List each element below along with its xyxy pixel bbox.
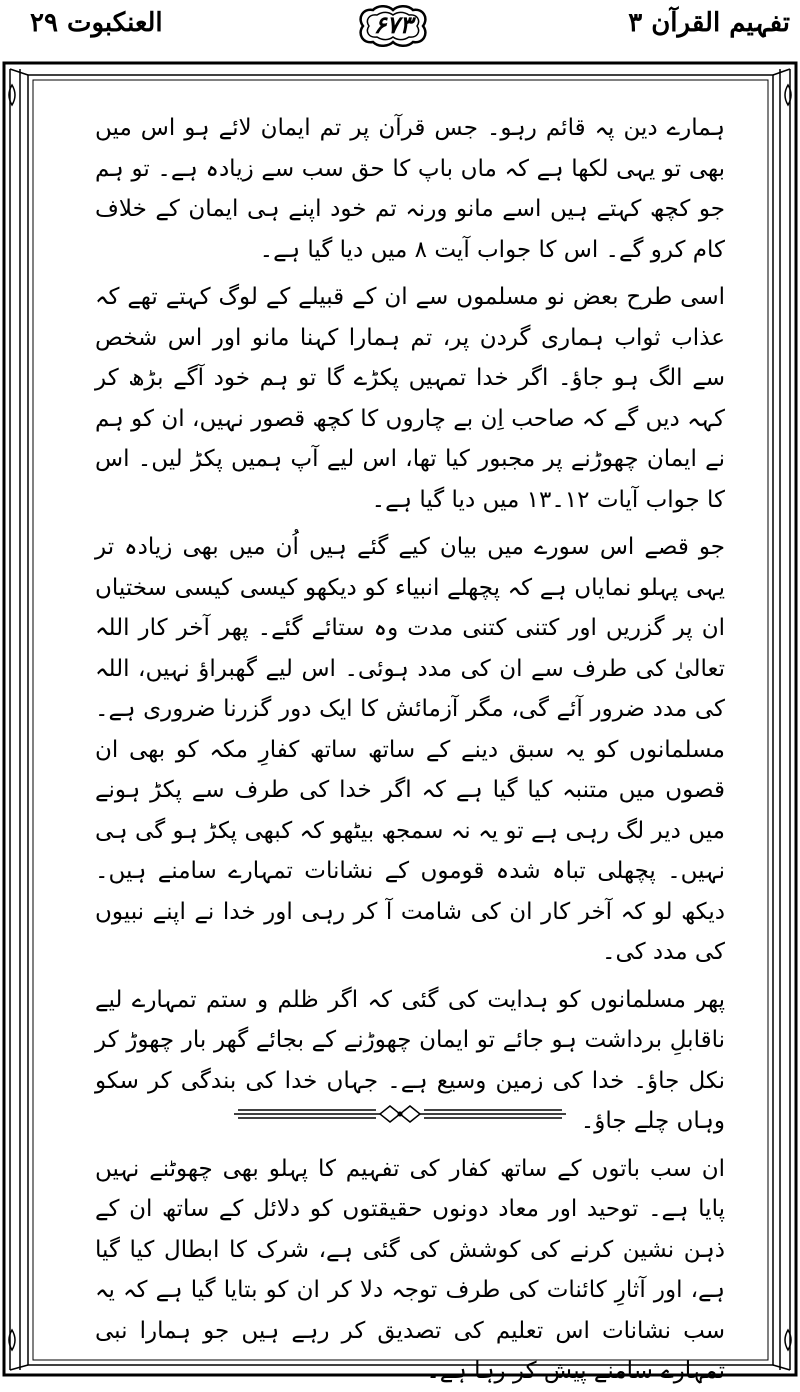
page-number: ۶۷۳ [373, 10, 413, 39]
divider-ornament-icon [230, 1102, 570, 1126]
book-title: تفہیم القرآن ۳ [628, 8, 790, 38]
paragraph-1: ہمارے دین پہ قائم رہو۔ جس قرآن پر تم ایمان لائے ہو اس میں بھی تو یہی لکھا ہے کہ ماں باپ کا حق سب سے زیادہ ہے۔ تو ہم جو کچھ کہتے ہیں اسے مانو ورنہ تم خود اپنے ہی ایمان کے خلاف کام کرو گے۔ اس کا جواب آیت ۸ میں دیا گیا ہے۔ [95, 115, 725, 263]
paragraph-5: ان سب باتوں کے ساتھ کفار کی تفہیم کا پہلو بھی چھوٹنے نہیں پایا ہے۔ توحید اور معاد دونوں حقیقتوں کو دلائل کے ساتھ ان کے ذہن نشین کرنے کی کوشش کی گئی ہے، شرک کا ابطال کیا گیا ہے، اور آثارِ کائنات کی طرف توجہ دلا کر ان کو بتایا گیا ہے کہ یہ سب نشانات اس تعلیم کی تصدیق کر رہے ہیں جو ہمارا نبی تمہارے سامنے پیش کر رہا ہے۔ [95, 1155, 725, 1384]
main-text [95, 108, 725, 1392]
paragraph-3: جو قصے اس سورے میں بیان کیے گئے ہیں اُن میں بھی زیادہ تر یہی پہلو نمایاں ہے کہ پچھلے انبیاء کو دیکھو کیسی کیسی سختیاں ان پر گزریں اور کتنی کتنی مدت وہ ستائے گئے۔ پھر آخر کار اللہ تعالیٰ کی طرف سے ان کی مدد ہوئی۔ اس لیے گھبراؤ نہیں، اللہ کی مدد ضرور آئے گی، مگر آزمائش کا ایک دور گزرنا ضروری ہے۔ مسلمانوں کو یہ سبق دینے کے ساتھ ساتھ کفارِ مکہ کو بھی ان قصوں میں متنبہ کیا گیا ہے کہ اگر خدا کی طرف سے پکڑ ہونے میں دیر لگ رہی ہے تو یہ نہ سمجھ بیٹھو کہ کبھی پکڑ ہو گی ہی نہیں۔ پچھلی تباہ شدہ قوموں کے نشانات تمہارے سامنے ہیں۔ دیکھ لو کہ آخر کار ان کی شامت آ کر رہی اور خدا نے اپنے نبیوں کی مدد کی۔ [95, 534, 725, 965]
surah-name: العنکبوت ۲۹ [30, 8, 163, 38]
page-number-badge [355, 4, 431, 48]
paragraph-4: پھر مسلمانوں کو ہدایت کی گئی کہ اگر ظلم و ستم تمہارے لیے ناقابلِ برداشت ہو جائے تو ایمان چھوڑنے کے بجائے گھر بار چھوڑ کر نکل جاؤ۔ خدا کی زمین وسیع ہے۔ جہاں خدا کی بندگی کر سکو وہاں چلے جاؤ۔ [95, 986, 725, 1134]
paragraph-2: اسی طرح بعض نو مسلموں سے ان کے قبیلے کے لوگ کہتے تھے کہ عذاب ثواب ہماری گردن پر، تم ہمارا کہنا مانو اور اس شخص سے الگ ہو جاؤ۔ اگر خدا تمہیں پکڑے گا تو ہم خود آگے بڑھ کر کہہ دیں گے کہ صاحب اِن بے چاروں کا کچھ قصور نہیں، ان کو ہم نے ایمان چھوڑنے پر مجبور کیا تھا، اس لیے آپ ہمیں پکڑ لیں۔ اس کا جواب آیات ۱۲۔۱۳ میں دیا گیا ہے۔ [95, 284, 725, 513]
